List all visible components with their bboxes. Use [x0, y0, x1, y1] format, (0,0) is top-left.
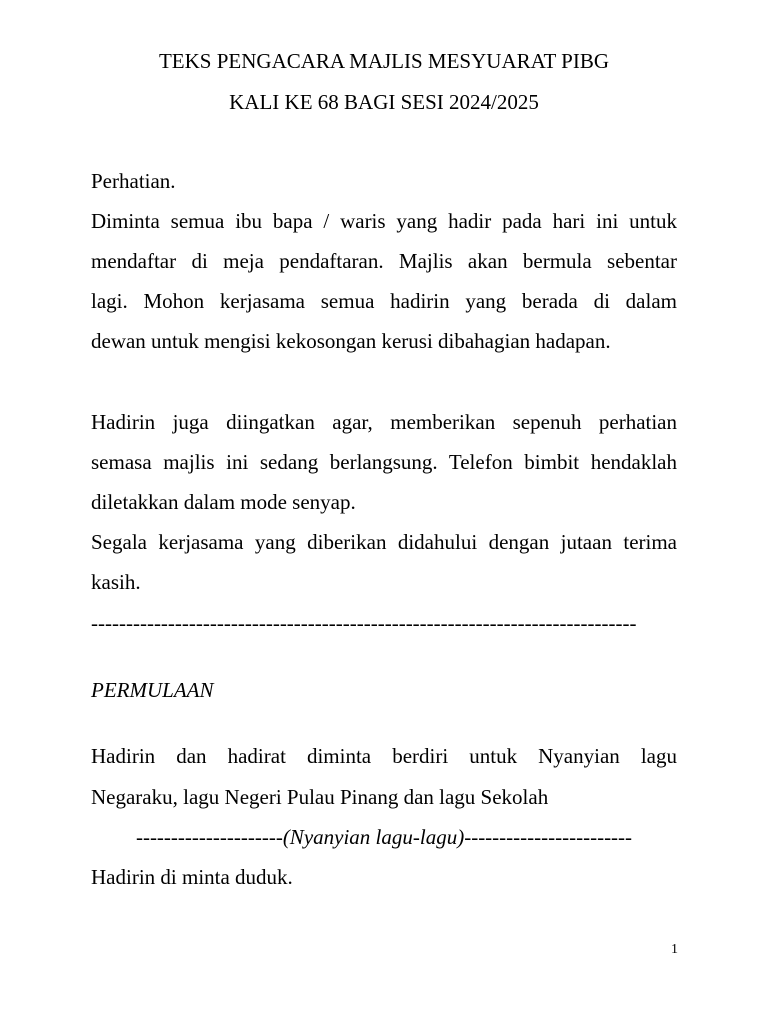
paragraph-line: Negaraku, lagu Negeri Pulau Pinang dan lagu Sekolah: [91, 785, 549, 809]
document-title: TEKS PENGACARA MAJLIS MESYUARAT PIBG: [158, 49, 609, 73]
paragraph-line: Hadirin dan hadirat diminta berdiri untuk Nyanyian lagu: [91, 744, 677, 768]
song-label: (Nyanyian lagu-lagu): [282, 825, 465, 849]
page-number: 1: [671, 942, 678, 957]
song-dashes-right: ------------------------: [464, 825, 633, 849]
song-dashes-left: ---------------------: [135, 825, 283, 849]
section-heading-permulaan: PERMULAAN: [91, 678, 214, 702]
paragraph-line: lagi. Mohon kerjasama semua hadirin yang berada di dalam: [91, 289, 677, 313]
paragraph-line: mendaftar di meja pendaftaran. Majlis akan bermula sebentar: [91, 249, 677, 273]
paragraph-line: Hadirin di minta duduk.: [91, 865, 293, 889]
section-heading-perhatian: Perhatian.: [91, 169, 176, 193]
paragraph-line: dewan untuk mengisi kekosongan kerusi dibahagian hadapan.: [91, 329, 611, 353]
paragraph-line: semasa majlis ini sedang berlangsung. Telefon bimbit hendaklah: [91, 450, 677, 474]
song-instruction-line: [91, 824, 677, 850]
document-subtitle: KALI KE 68 BAGI SESI 2024/2025: [229, 90, 539, 114]
paragraph-line: Diminta semua ibu bapa / waris yang hadir pada hari ini untuk: [91, 209, 677, 233]
paragraph-line: diletakkan dalam mode senyap.: [91, 490, 356, 514]
paragraph-line: Segala kerjasama yang diberikan didahului dengan jutaan terima: [91, 530, 677, 554]
paragraph-line: kasih.: [91, 570, 141, 594]
document-page: [91, 0, 677, 1024]
dashed-divider: ------------------------------------------------------------------------------: [91, 611, 637, 635]
paragraph-line: Hadirin juga diingatkan agar, memberikan sepenuh perhatian: [91, 410, 677, 434]
